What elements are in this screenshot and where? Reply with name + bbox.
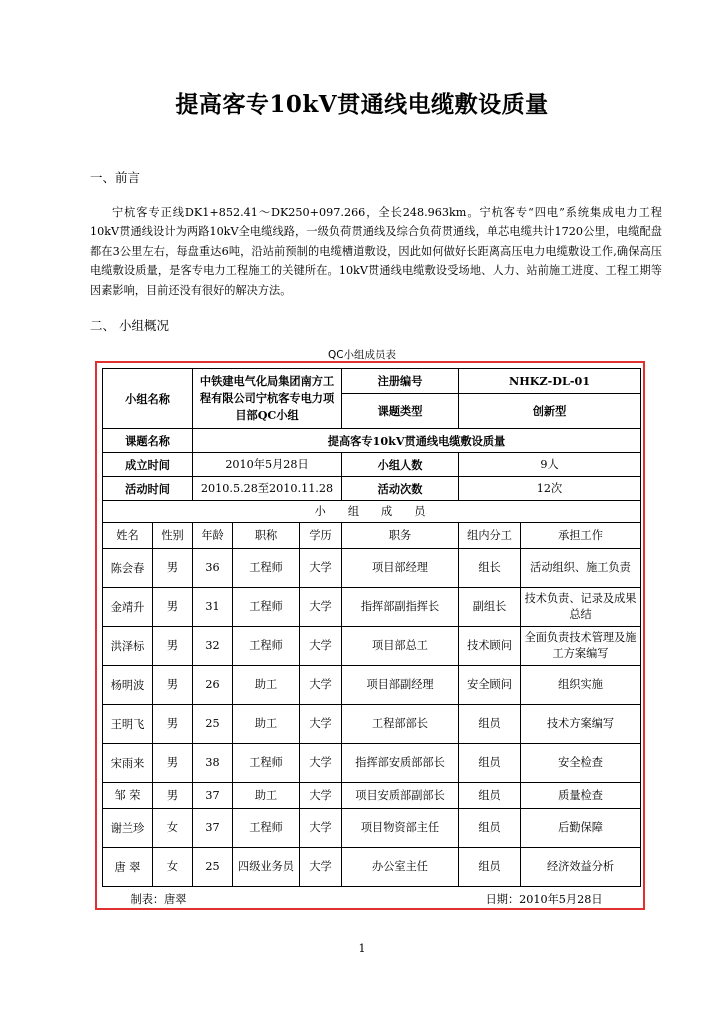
column-header-position: 职务: [342, 523, 459, 549]
member-title-cell: 助工: [233, 705, 300, 744]
member-role-cell: 组员: [459, 744, 521, 783]
member-role-cell: 安全顾问: [459, 666, 521, 705]
topic-name-value: 提高客专10kV贯通线电缆敷设质量: [193, 429, 641, 453]
member-duty-cell: 活动组织、施工负责: [521, 549, 641, 588]
member-role-cell: 副组长: [459, 588, 521, 627]
activity-count-label: 活动次数: [342, 477, 459, 501]
member-education-cell: 大学: [300, 627, 342, 666]
group-size-label: 小组人数: [342, 453, 459, 477]
table-row: [103, 627, 641, 666]
member-education-cell: 大学: [300, 705, 342, 744]
member-gender-cell: 男: [153, 705, 193, 744]
member-role-cell: 组员: [459, 783, 521, 809]
topic-name-label: 课题名称: [103, 429, 193, 453]
table-row: [103, 809, 641, 848]
member-duty-cell: 经济效益分析: [521, 848, 641, 887]
prepared-by: 制表：唐翠: [130, 893, 187, 907]
member-name-cell: 洪泽标: [103, 627, 153, 666]
member-title-cell: 工程师: [233, 549, 300, 588]
member-role-cell: 组员: [459, 705, 521, 744]
member-position-cell: 项目部总工: [342, 627, 459, 666]
member-rows: [103, 549, 641, 887]
member-education-cell: 大学: [300, 783, 342, 809]
member-position-cell: 指挥部安质部部长: [342, 744, 459, 783]
member-role-cell: 组员: [459, 848, 521, 887]
member-title-cell: 工程师: [233, 809, 300, 848]
member-name-cell: 谢兰珍: [103, 809, 153, 848]
member-age-cell: 36: [193, 549, 233, 588]
member-title-cell: 工程师: [233, 744, 300, 783]
member-position-cell: 工程部部长: [342, 705, 459, 744]
table-row: [103, 744, 641, 783]
member-role-cell: 组员: [459, 809, 521, 848]
member-name-cell: 唐 翠: [103, 848, 153, 887]
member-table-frame: [95, 361, 645, 910]
member-gender-cell: 男: [153, 744, 193, 783]
member-duty-cell: 质量检查: [521, 783, 641, 809]
table-row: [103, 549, 641, 588]
topic-type-label: 课题类型: [342, 394, 459, 429]
activity-time-value: 2010.5.28至2010.11.28: [193, 477, 342, 501]
member-title-cell: 工程师: [233, 588, 300, 627]
member-age-cell: 25: [193, 848, 233, 887]
section-heading-preface: 一、前言: [90, 170, 141, 185]
reg-no-label: 注册编号: [342, 369, 459, 394]
member-position-cell: 指挥部副指挥长: [342, 588, 459, 627]
column-header-title: 职称: [233, 523, 300, 549]
member-duty-cell: 技术负责、记录及成果总结: [521, 588, 641, 627]
qc-member-table: [102, 368, 641, 914]
column-header-name: 姓名: [103, 523, 153, 549]
member-name-cell: 宋雨来: [103, 744, 153, 783]
group-size-value: 9人: [459, 453, 641, 477]
member-title-cell: 工程师: [233, 627, 300, 666]
group-name-label: 小组名称: [103, 369, 193, 429]
member-position-cell: 项目部副经理: [342, 666, 459, 705]
member-role-cell: 技术顾问: [459, 627, 521, 666]
member-gender-cell: 男: [153, 783, 193, 809]
column-header-education: 学历: [300, 523, 342, 549]
founded-label: 成立时间: [103, 453, 193, 477]
member-gender-cell: 女: [153, 809, 193, 848]
section-heading-group-overview: 二、 小组概况: [90, 318, 169, 333]
document-title: 提高客专10kV贯通线电缆敷设质量: [175, 91, 549, 118]
member-title-cell: 四级业务员: [233, 848, 300, 887]
reg-no-value: NHKZ-DL-01: [459, 369, 641, 394]
table-row: [103, 705, 641, 744]
member-duty-cell: 技术方案编写: [521, 705, 641, 744]
founded-value: 2010年5月28日: [193, 453, 342, 477]
member-title-cell: 助工: [233, 783, 300, 809]
member-position-cell: 项目物资部主任: [342, 809, 459, 848]
column-header-gender: 性别: [153, 523, 193, 549]
member-age-cell: 31: [193, 588, 233, 627]
member-duty-cell: 全面负责技术管理及施工方案编写: [521, 627, 641, 666]
member-gender-cell: 男: [153, 666, 193, 705]
member-duty-cell: 安全检查: [521, 744, 641, 783]
member-name-cell: 陈会春: [103, 549, 153, 588]
member-gender-cell: 男: [153, 627, 193, 666]
member-age-cell: 38: [193, 744, 233, 783]
member-role-cell: 组长: [459, 549, 521, 588]
member-name-cell: 邹 荣: [103, 783, 153, 809]
topic-type-value: 创新型: [459, 394, 641, 429]
member-gender-cell: 男: [153, 588, 193, 627]
table-footer: [103, 887, 641, 914]
member-name-cell: 王明飞: [103, 705, 153, 744]
member-education-cell: 大学: [300, 848, 342, 887]
table-row: [103, 666, 641, 705]
member-education-cell: 大学: [300, 744, 342, 783]
member-education-cell: 大学: [300, 666, 342, 705]
table-caption: QC小组成员表: [327, 349, 397, 361]
activity-time-label: 活动时间: [103, 477, 193, 501]
table-row: [103, 588, 641, 627]
members-heading: 小组成员: [103, 501, 641, 523]
member-age-cell: 26: [193, 666, 233, 705]
activity-count-value: 12次: [459, 477, 641, 501]
column-header-age: 年龄: [193, 523, 233, 549]
member-age-cell: 37: [193, 783, 233, 809]
column-header-role: 组内分工: [459, 523, 521, 549]
page-number: 1: [358, 942, 366, 955]
member-position-cell: 项目安质部副部长: [342, 783, 459, 809]
member-gender-cell: 女: [153, 848, 193, 887]
member-name-cell: 杨明波: [103, 666, 153, 705]
member-title-cell: 助工: [233, 666, 300, 705]
table-date: 日期：2010年5月28日: [485, 893, 603, 907]
member-gender-cell: 男: [153, 549, 193, 588]
member-name-cell: 金靖升: [103, 588, 153, 627]
member-position-cell: 办公室主任: [342, 848, 459, 887]
member-position-cell: 项目部经理: [342, 549, 459, 588]
member-age-cell: 25: [193, 705, 233, 744]
table-row: [103, 848, 641, 887]
member-age-cell: 37: [193, 809, 233, 848]
group-name-value: 中铁建电气化局集团南方工程有限公司宁杭客专电力项目部QC小组: [193, 369, 342, 429]
member-education-cell: 大学: [300, 809, 342, 848]
member-education-cell: 大学: [300, 549, 342, 588]
member-age-cell: 32: [193, 627, 233, 666]
table-row: [103, 783, 641, 809]
column-header-duty: 承担工作: [521, 523, 641, 549]
member-duty-cell: 后勤保障: [521, 809, 641, 848]
member-duty-cell: 组织实施: [521, 666, 641, 705]
member-education-cell: 大学: [300, 588, 342, 627]
preface-paragraph: 宁杭客专正线DK1+852.41～DK250+097.266，全长248.963km。宁杭客专“四电”系统集成电力工程10kV贯通线设计为两路10kV全电缆线路，一级负荷贯通线及综合负荷贯通线，单芯电缆共计1720公里，电缆配盘都在3公里左右，每盘重达6吨，沿站前预制的电缆槽道敷设，因此如何做好长距离高压电力电缆敷设工作,确保高压电缆敷设质量，是客专电力工程施工的关键所在。10kV贯通线电缆敷设受场地、人力、站前施工进度、工程工期等因素影响，目前还没有很好的解决方法。: [90, 206, 662, 297]
